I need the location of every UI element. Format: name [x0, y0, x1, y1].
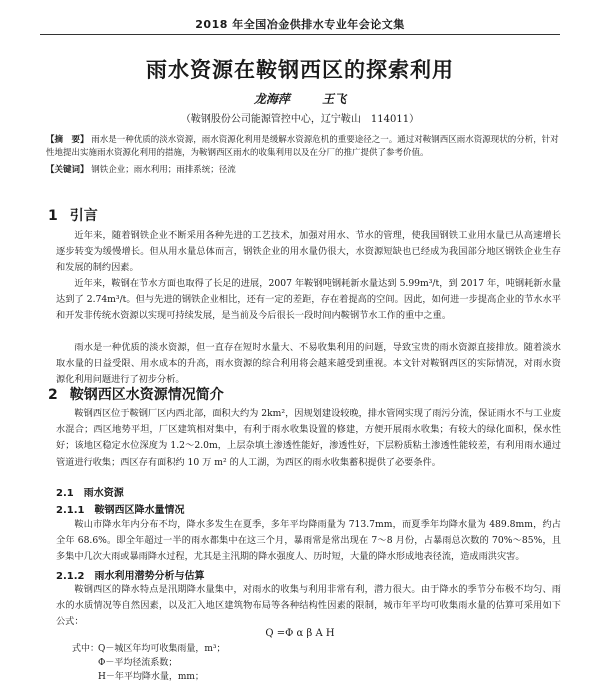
definition-row: [72, 642, 552, 656]
paragraph: 鞍钢西区的降水特点是汛期降水量集中，对雨水的收集与利用非常有利，潜力很大。由于降水的季节分布极不均匀、雨水的水质情况等自然因素，以及汇入地区建筑物布局等各种结构性因素的限制，城市年平均可收集雨水量的估算可采用如下公式：: [56, 584, 561, 628]
subsection-title: 雨水利用潜势分析与估算: [94, 571, 205, 582]
paragraph: 鞍钢西区位于鞍钢厂区内西北部，面积大约为 2km²，因规划建设较晚，排水管网实现了雨污分流，保证雨水不与工业废水混合；西区地势平坦，厂区建筑相对集中，有利于雨水收集设置的修建，方便开展雨水收集；有较大的绿化面积，保水性好；该地区稳定水位深度为 1.2～2.0m，上层杂填土渗透性能好，渗透性好，下层粉质粘土渗透性能较差，有利用雨水通过管道进行收集；西区存有面积约 10 万 m² 的人工湖，为西区的雨水收集蓄积提供了必要条件。: [56, 408, 561, 468]
abstract-label: 【摘 要】: [46, 135, 89, 145]
definition-row: [72, 656, 552, 670]
paragraph: 雨水是一种优质的淡水资源，但一直存在短时水量大、不易收集利用的问题，导致宝贵的雨水资源直接排放。随着淡水取水量的日益受限、用水成本的升高，雨水资源的综合利用将会越来越受到重视。本文针对鞍钢西区的实际情况，对雨水资源化利用问题进行了初步分析。: [56, 342, 561, 386]
section-heading: [48, 384, 224, 404]
paper-title: 雨水资源在鞍钢西区的探索利用: [146, 58, 454, 82]
subsection-heading: [56, 567, 204, 582]
subsection-number: 2.1.2: [56, 571, 85, 582]
abstract: [46, 134, 561, 160]
definition-list: [72, 642, 552, 684]
section-title: 引言: [69, 208, 98, 224]
section-number: 2: [48, 387, 58, 403]
page-header: 2018 年全国冶金供排水专业年会论文集: [195, 18, 405, 31]
definition-text: Φ－平均径流系数；: [98, 658, 178, 668]
subsection-heading: [56, 501, 184, 516]
authors: [0, 90, 600, 107]
subsection-heading: [56, 484, 124, 499]
abstract-text: 雨水是一种优质的淡水资源，雨水资源化利用是缓解水资源危机的重要途径之一。通过对鞍钢西区雨水资源现状的分析，针对性地提出实施雨水资源化利用的措施，为鞍钢西区雨水的收集利用以及在分厂的推广提供了参考价值。: [46, 135, 559, 158]
subsection-number: 2.1.1: [56, 505, 85, 516]
definition-lead: 式中：: [72, 644, 100, 654]
section-number: 1: [48, 208, 58, 224]
formula: Q =Φ α β Α H: [265, 628, 335, 639]
subsection-number: 2.1: [56, 488, 74, 499]
definition-text: H－年平均降水量，mm；: [98, 672, 204, 682]
subsection-title: 雨水资源: [83, 488, 124, 499]
keywords-text: 钢铁企业；雨水利用；雨排系统；径流: [91, 165, 236, 175]
author-name: 王飞: [322, 92, 347, 106]
section-heading: [48, 205, 98, 225]
paragraph: 鞍山市降水年内分布不均，降水多发生在夏季，多年平均降雨量为 713.7mm，而夏季年均降水量为 489.8mm，约占全年 68.6%。即全年超过一半的雨水都集中在这三个月，暴雨常是常出现在 7～8 月份，占暴雨总次数的 70%～85%，且多集中几次大雨或暴雨降水过程，尤其是主汛期的降水强度人、历时短，大量的降水形成地表径流，造成雨洪灾害。: [56, 519, 561, 563]
keywords-label: 【关键词】: [46, 165, 89, 175]
affiliation: （鞍钢股份公司能源管控中心，辽宁鞍山 114011）: [180, 114, 420, 125]
paragraph: 近年来，随着钢铁企业不断采用各种先进的工艺技术，加强对用水、节水的管理，使我国钢铁工业用水量已从高速增长逐步转变为缓慢增长。但从用水量总体而言，钢铁企业的用水量仍很大，水资源短缺也已经成为我国部分地区钢铁企业生存和发展的制约因素。: [56, 230, 561, 274]
paragraph: 近年来，鞍钢在节水方面也取得了长足的进展，2007 年鞍钢吨钢耗新水量达到 5.99m³/t，到 2017 年，吨钢耗新水量达到了 2.74m³/t。但与先进的钢铁企业相比，还有一定的差距，存在着提高的空间。因此，如何进一步提高企业的节水水平和开发非传统水资源以实现可持续发展，是当前及今后很长一段时间内鞍钢节水工作的重中之重。: [56, 278, 561, 322]
definition-row: [72, 670, 552, 684]
header-rule: [40, 34, 560, 35]
keywords: [46, 164, 561, 177]
subsection-title: 鞍钢西区降水量情况: [94, 505, 185, 516]
author-name: 龙海萍: [253, 92, 290, 106]
definition-text: Q－城区年均可收集雨量，m³；: [98, 644, 226, 654]
section-title: 鞍钢西区水资源情况简介: [69, 387, 224, 403]
